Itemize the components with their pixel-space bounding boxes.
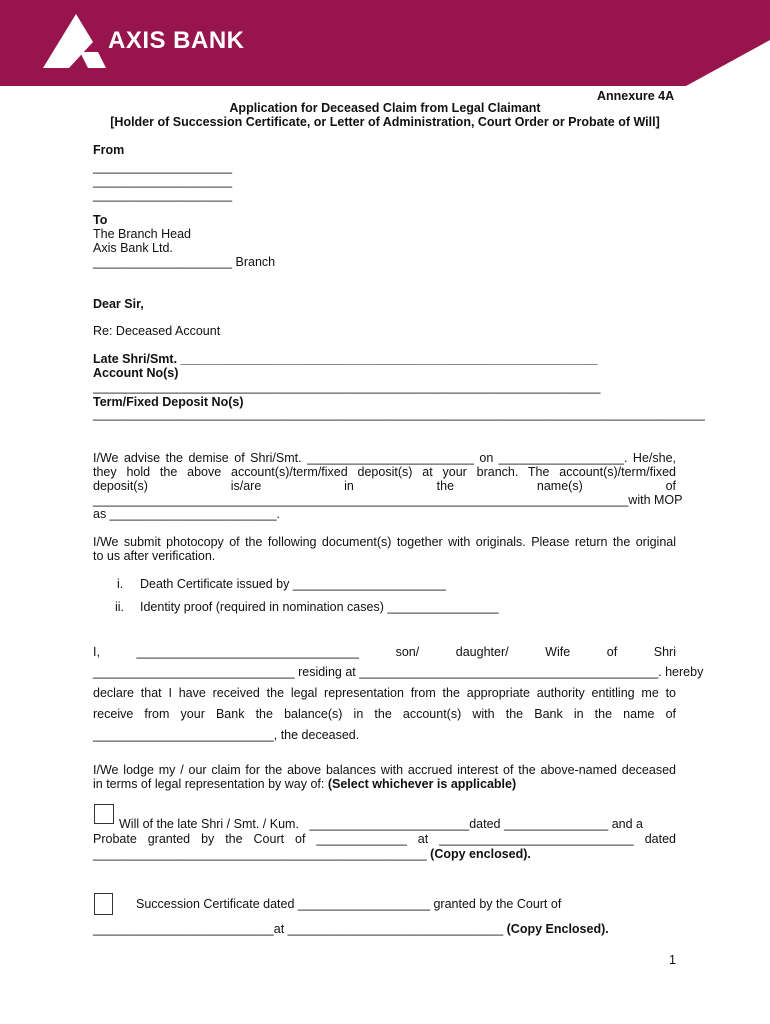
- claim-line1: I/We lodge my / our claim for the above balances with accrued interest of the above-named deceased: [93, 763, 676, 777]
- re-line: Re: Deceased Account: [93, 324, 221, 338]
- declaration-line3: declare that I have received the legal representation from the appropriate authority entitling me to: [93, 686, 676, 700]
- from-label: From: [93, 143, 125, 157]
- document-item-2-text: Identity proof (required in nomination cases) ________________: [140, 600, 499, 614]
- header-band: [0, 0, 770, 86]
- succession-certificate-checkbox[interactable]: [94, 893, 113, 915]
- to-line-branch-head: The Branch Head: [93, 227, 191, 241]
- will-line3-blank: ________________________________________________: [93, 847, 431, 861]
- para1-line4: _____________________________________________________________________________with MOP: [93, 493, 683, 507]
- will-line1: Will of the late Shri / Smt. / Kum. _______________________dated _______________ and a: [119, 817, 644, 831]
- para2-line2: to us after verification.: [93, 549, 216, 563]
- declaration-line4: receive from your Bank the balance(s) in the account(s) with the Bank in the name of: [93, 707, 676, 721]
- to-label: To: [93, 213, 108, 227]
- para1-line1: I/We advise the demise of Shri/Smt. ________________________ on __________________. He/she,: [93, 451, 676, 465]
- will-line3: [93, 847, 531, 861]
- document-subtitle: [Holder of Succession Certificate, or Letter of Administration, Court Order or Probate of Will]: [110, 115, 660, 129]
- document-item-1-text: Death Certificate issued by ______________________: [140, 577, 446, 591]
- document-item-2-number: ii.: [115, 600, 125, 614]
- succession-line2-blank: __________________________at _______________________________: [93, 922, 507, 936]
- account-label: Account No(s): [93, 366, 179, 380]
- page-number: 1: [669, 953, 676, 967]
- document-title: Application for Deceased Claim from Legal Claimant: [229, 101, 541, 115]
- claim-line2: [93, 777, 516, 791]
- brand-name: AXIS BANK: [108, 27, 245, 54]
- will-copy-enclosed: (Copy enclosed).: [430, 847, 531, 861]
- declaration-line5: __________________________, the deceased.: [93, 728, 360, 742]
- will-line2: Probate granted by the Court of _____________ at ____________________________ dated: [93, 832, 676, 846]
- annexure-label: Annexure 4A: [597, 89, 675, 103]
- salutation: Dear Sir,: [93, 297, 144, 311]
- para1-line3: deposit(s) is/are in the name(s) of: [93, 479, 676, 493]
- para1-line5: as ________________________.: [93, 507, 280, 521]
- term-deposit-label: Term/Fixed Deposit No(s): [93, 395, 244, 409]
- select-instruction: (Select whichever is applicable): [327, 777, 517, 791]
- succession-copy-enclosed: (Copy Enclosed).: [506, 922, 609, 936]
- term-deposit-blank: ________________________________________________________________________________________: [93, 407, 705, 421]
- from-line-2: ____________________: [93, 174, 233, 188]
- will-probate-checkbox[interactable]: [94, 804, 114, 824]
- from-line-1: ____________________: [93, 160, 233, 174]
- late-name-field: Late Shri/Smt. ____________________________________________________________: [93, 352, 598, 366]
- para2-line1: I/We submit photocopy of the following document(s) together with originals. Please return the original: [93, 535, 676, 549]
- declaration-line1: I, ________________________________ son/ daughter/ Wife of Shri: [93, 645, 676, 659]
- claim-line2-text: in terms of legal representation by way of:: [93, 777, 328, 791]
- to-line-branch: ____________________ Branch: [93, 255, 276, 269]
- para1-line2: they hold the above account(s)/term/fixed deposit(s) at your branch. The account(s)/term/fixed: [93, 465, 676, 479]
- account-blank: _________________________________________________________________________: [93, 380, 601, 394]
- from-line-3: ____________________: [93, 188, 233, 202]
- declaration-line2: _____________________________ residing at ___________________________________________. hereby: [93, 665, 704, 679]
- succession-line1: Succession Certificate dated ___________________ granted by the Court of: [136, 897, 562, 911]
- to-line-bank: Axis Bank Ltd.: [93, 241, 173, 255]
- succession-line2: [93, 922, 609, 936]
- document-item-1-number: i.: [117, 577, 124, 591]
